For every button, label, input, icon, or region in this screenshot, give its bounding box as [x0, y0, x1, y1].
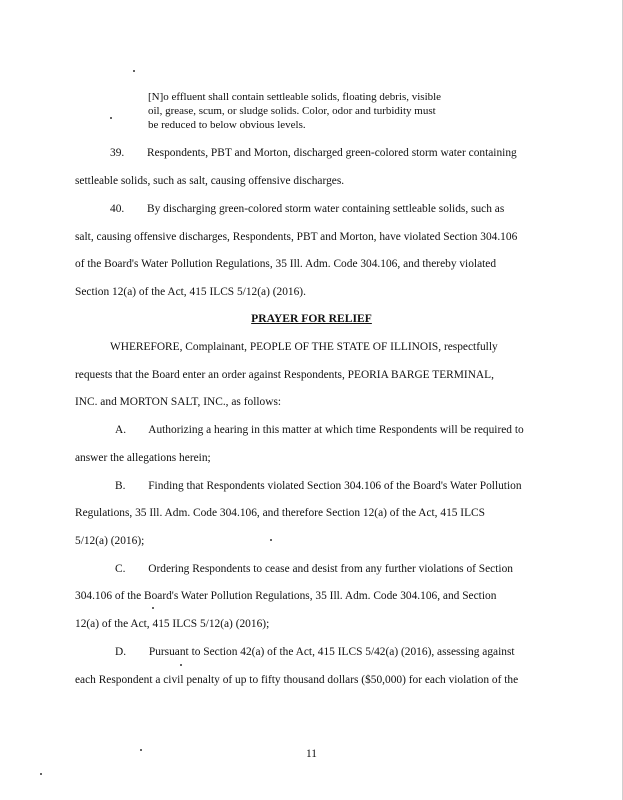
page-number: 11 [306, 748, 317, 760]
scan-speck [40, 773, 42, 775]
para-40-line-3: of the Board's Water Pollution Regulations, 35 Ill. Adm. Code 304.106, and thereby violated [75, 258, 497, 270]
wherefore-line-3: INC. and MORTON SALT, INC., as follows: [75, 396, 282, 408]
item-b-line-3: 5/12(a) (2016); [75, 535, 145, 547]
para-40-line-2: salt, causing offensive discharges, Respondents, PBT and Morton, have violated Section 304.106 [75, 231, 518, 243]
scan-speck [152, 607, 154, 609]
item-d-line-2: each Respondent a civil penalty of up to fifty thousand dollars ($50,000) for each violation of the [75, 674, 519, 686]
para-40-line-1: 40. By discharging green-colored storm water containing settleable solids, such as [110, 203, 505, 215]
scan-speck [133, 70, 135, 72]
item-b-line-2: Regulations, 35 Ill. Adm. Code 304.106, and therefore Section 12(a) of the Act, 415 ILCS [75, 507, 485, 519]
scan-speck [180, 664, 182, 666]
para-39-line-1: 39. Respondents, PBT and Morton, discharged green-colored storm water containing [110, 147, 517, 159]
para-40-line-4: Section 12(a) of the Act, 415 ILCS 5/12(a) (2016). [75, 286, 306, 298]
scan-speck [270, 539, 272, 541]
item-b-line-1: B. Finding that Respondents violated Section 304.106 of the Board's Water Pollution [115, 480, 522, 492]
quote-line-1: [N]o effluent shall contain settleable solids, floating debris, visible [148, 91, 442, 103]
item-d-line-1: D. Pursuant to Section 42(a) of the Act, 415 ILCS 5/42(a) (2016), assessing against [115, 646, 515, 658]
item-c-line-3: 12(a) of the Act, 415 ILCS 5/12(a) (2016); [75, 618, 270, 630]
item-c-line-1: C. Ordering Respondents to cease and desist from any further violations of Section [115, 563, 513, 575]
wherefore-line-2: requests that the Board enter an order against Respondents, PEORIA BARGE TERMINAL, [75, 369, 494, 381]
quote-line-2: oil, grease, scum, or sludge solids. Color, odor and turbidity must [148, 105, 436, 117]
scan-speck [140, 749, 142, 751]
item-a-line-2: answer the allegations herein; [75, 452, 211, 464]
scan-speck [110, 117, 112, 119]
para-39-line-2: settleable solids, such as salt, causing offensive discharges. [75, 175, 345, 187]
quote-line-3: be reduced to below obvious levels. [148, 119, 306, 131]
item-c-line-2: 304.106 of the Board's Water Pollution Regulations, 35 Ill. Adm. Code 304.106, and Section [75, 590, 497, 602]
prayer-for-relief-heading: PRAYER FOR RELIEF [251, 312, 372, 325]
wherefore-line-1: WHEREFORE, Complainant, PEOPLE OF THE STATE OF ILLINOIS, respectfully [110, 341, 498, 353]
item-a-line-1: A. Authorizing a hearing in this matter at which time Respondents will be required to [115, 424, 524, 436]
